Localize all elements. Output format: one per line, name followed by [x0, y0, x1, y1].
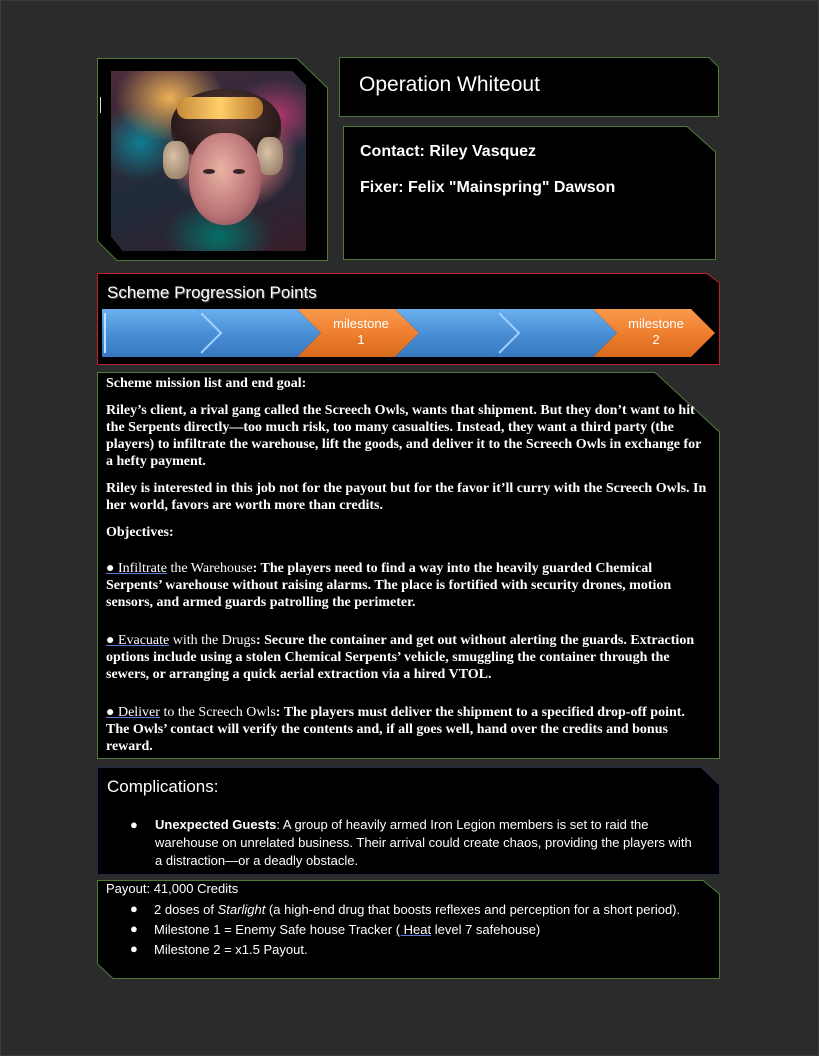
- page-title: Operation Whiteout: [359, 73, 540, 96]
- contact-panel: [343, 126, 716, 260]
- milestone-1-label: [316, 316, 406, 348]
- milestone-1-number: 1: [357, 332, 365, 347]
- complication-label: Unexpected Guests: [155, 817, 277, 832]
- complication-item: [155, 816, 700, 870]
- payout-item-1: [154, 901, 680, 919]
- milestone-2-text: milestone: [628, 316, 684, 331]
- objective-title: the Warehouse: [166, 561, 253, 576]
- objective-body: : Secure the container and get out without alerting the guards. Extraction options include using a stolen Chemical Serpents’ vehicle, smuggling the container through the sewers, or arranging a quick aerial extraction via a hired VTOL.: [106, 633, 695, 682]
- bullet-dot: ●: [130, 921, 138, 936]
- eye-right: [233, 169, 245, 174]
- fixer-name: Fixer: Felix "Mainspring" Dawson: [360, 179, 616, 196]
- title-panel: [339, 57, 719, 117]
- portrait-panel: [97, 58, 328, 261]
- bullet-dot: ●: [130, 941, 138, 956]
- objective-lead-infiltrate[interactable]: ● Infiltrate: [106, 561, 167, 576]
- objective-body: : The players must deliver the shipment to a specified drop-off point. The Owls’ contact will verify the contents and, if all goes well, hand over the credits and bonus reward.: [106, 705, 685, 754]
- portrait-face: [189, 133, 261, 225]
- payout-item-2-pre: Milestone 1 = Enemy Safe house Tracker: [154, 922, 396, 937]
- payout-item-2: [154, 921, 540, 939]
- text-cursor: [100, 97, 101, 113]
- mission-paragraph-1: Riley’s client, a rival gang called the Screech Owls, wants that shipment. But they don’t want to hit the Serpents directly—too much risk, too many casualties. Instead, they want a third party (the players) to infiltrate the warehouse, lift the goods, and deliver it to the Screech Owls in exchange for a hefty payment.: [106, 403, 702, 469]
- milestone-2-number: 2: [652, 332, 660, 347]
- payout-panel: [97, 880, 720, 979]
- contact-name: Contact: Riley Vasquez: [360, 143, 537, 160]
- portrait-goggles: [177, 97, 263, 119]
- complications-title: Complications:: [107, 777, 219, 796]
- objective-lead-evacuate[interactable]: ● Evacuate: [106, 633, 170, 648]
- mission-panel: [97, 372, 720, 759]
- payout-title: Payout: 41,000 Credits: [106, 881, 239, 896]
- heat-link[interactable]: ( Heat: [395, 922, 432, 937]
- milestone-1-text: milestone: [333, 316, 389, 331]
- objective-body: : The players need to find a way into the heavily guarded Chemical Serpents’ warehouse without raising alarms. The place is fortified with security drones, motion sensors, and armed guards patrolling the perimeter.: [106, 561, 672, 610]
- eye-left: [203, 169, 215, 174]
- mission-heading: Scheme mission list and end goal:: [106, 376, 307, 391]
- objectives-label: Objectives:: [106, 525, 174, 540]
- progress-panel: [97, 273, 720, 365]
- bullet-dot: ●: [130, 817, 138, 832]
- objective-title: with the Drugs: [169, 633, 256, 648]
- mission-paragraph-2: Riley is interested in this job not for the payout but for the favor it’ll curry with the Screech Owls. In her world, favors are worth more than credits.: [106, 481, 707, 513]
- portrait-image: [111, 71, 306, 251]
- objective-item: [106, 632, 709, 683]
- payout-item-3: Milestone 2 = x1.5 Payout.: [154, 942, 308, 957]
- payout-item-1-post: (a high-end drug that boosts reflexes and perception for a short period).: [265, 902, 681, 917]
- objective-item: [106, 560, 709, 611]
- headphone-right: [257, 137, 283, 175]
- mission-content: [106, 375, 709, 755]
- headphone-left: [163, 141, 189, 179]
- payout-item-2-post: level 7 safehouse): [431, 922, 541, 937]
- progress-title: Scheme Progression Points: [107, 283, 317, 302]
- objective-title: to the Screech Owls: [159, 705, 276, 720]
- objective-item: [106, 704, 709, 755]
- payout-item-1-emphasis: Starlight: [217, 902, 266, 917]
- complication-text: : A group of heavily armed Iron Legion members is set to raid the warehouse on unrelated business. Their arrival could create chaos, providing the players with a distraction—or a deadly obstacle.: [155, 817, 692, 868]
- payout-item-1-pre: 2 doses of: [154, 902, 218, 917]
- objective-lead-deliver[interactable]: ● Deliver: [106, 705, 160, 720]
- milestone-2-label: [611, 316, 701, 348]
- bullet-dot: ●: [130, 901, 138, 916]
- complications-panel: [97, 767, 720, 875]
